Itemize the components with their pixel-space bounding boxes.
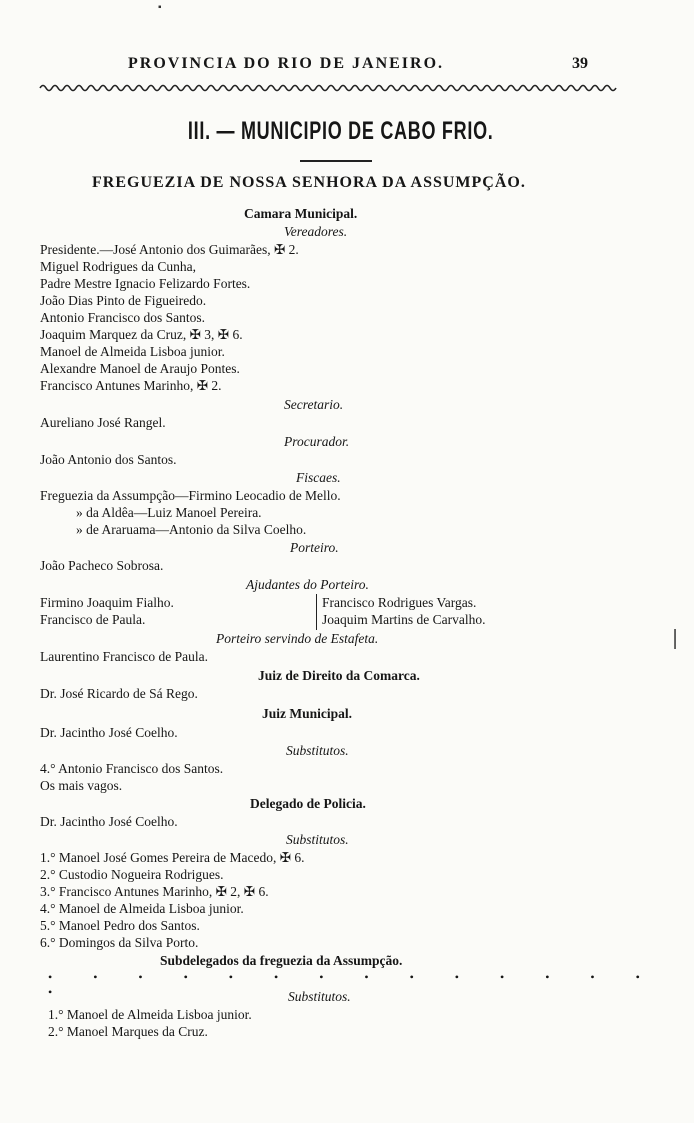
entry: Freguezia da Assumpção—Firmino Leocadio de Mello. [40,488,341,503]
entry: 4.° Manoel de Almeida Lisboa junior. [40,901,244,916]
entry: Francisco Rodrigues Vargas. [322,595,477,610]
entry: Antonio Francisco dos Santos. [40,310,205,325]
sub-heading: Procurador. [284,434,350,449]
entry: Firmino Joaquim Fialho. [40,595,174,610]
entry: João Pacheco Sobrosa. [40,558,164,573]
entry: Padre Mestre Ignacio Felizardo Fortes. [40,276,251,291]
section-heading: Camara Municipal. [244,206,358,221]
entry: Manoel de Almeida Lisboa junior. [40,344,225,359]
entry: » de Araruama—Antonio da Silva Coelho. [76,522,307,537]
entry: Joaquim Martins de Carvalho. [322,612,486,627]
sub-heading: Porteiro. [290,540,339,555]
entry: Dr. Jacintho José Coelho. [40,814,178,829]
parish-title: FREGUEZIA DE NOSSA SENHORA DA ASSUMPÇÃO. [92,174,526,191]
entry: 2.° Custodio Nogueira Rodrigues. [40,867,224,882]
entry: Alexandre Manoel de Araujo Pontes. [40,361,240,376]
entry: » da Aldêa—Luiz Manoel Pereira. [76,505,262,520]
section-heading: Juiz de Direito da Comarca. [258,668,420,683]
entry: João Antonio dos Santos. [40,452,177,467]
entry: 2.° Manoel Marques da Cruz. [48,1024,208,1039]
section-heading: Juiz Municipal. [262,706,353,721]
entry: 4.° Antonio Francisco dos Santos. [40,761,224,776]
entry: 1.° Manoel José Gomes Pereira de Macedo, ✠ 6. [40,850,305,865]
print-speck: ▪ [158,2,162,13]
sub-heading: Substitutos. [288,989,351,1004]
entry: Os mais vagos. [40,778,123,793]
title-underline [300,160,372,162]
sub-heading: Ajudantes do Porteiro. [246,577,369,592]
chapter-title: III. — MUNICIPIO DE CABO FRIO. [187,117,494,145]
entry: Francisco de Paula. [40,612,146,627]
entry: Miguel Rodrigues da Cunha, [40,259,196,274]
page-number: 39 [572,55,588,72]
entry: Presidente.—José Antonio dos Guimarães, ✠ 2. [40,242,299,257]
sub-heading: Porteiro servindo de Estafeta. [216,631,379,646]
sub-heading: Vereadores. [284,224,348,239]
sub-heading: Substitutos. [286,743,349,758]
sub-heading: Secretario. [284,397,344,412]
section-heading: Subdelegados da freguezia da Assumpção. [160,953,403,968]
entry: 1.° Manoel de Almeida Lisboa junior. [48,1007,252,1022]
column-divider [316,594,317,630]
entry: Aureliano José Rangel. [40,415,166,430]
entry: Francisco Antunes Marinho, ✠ 2. [40,378,222,393]
entry: Joaquim Marquez da Cruz, ✠ 3, ✠ 6. [40,327,243,342]
entry: Dr. José Ricardo de Sá Rego. [40,686,198,701]
ornamental-wavy-rule [40,82,634,94]
sub-heading: Fiscaes. [296,470,341,485]
ellipsis-dot-row: • • • • • • • • • • • • • • • [48,970,659,999]
entry: Laurentino Francisco de Paula. [40,649,208,664]
entry: 6.° Domingos da Silva Porto. [40,935,199,950]
section-heading: Delegado de Policia. [250,796,366,811]
entry: Dr. Jacintho José Coelho. [40,725,178,740]
entry: 5.° Manoel Pedro dos Santos. [40,918,200,933]
sub-heading: Substitutos. [286,832,349,847]
entry: João Dias Pinto de Figueiredo. [40,293,207,308]
entry: 3.° Francisco Antunes Marinho, ✠ 2, ✠ 6. [40,884,269,899]
running-title: PROVINCIA DO RIO DE JANEIRO. [128,55,445,72]
edge-mark: ⎸ [674,628,694,650]
